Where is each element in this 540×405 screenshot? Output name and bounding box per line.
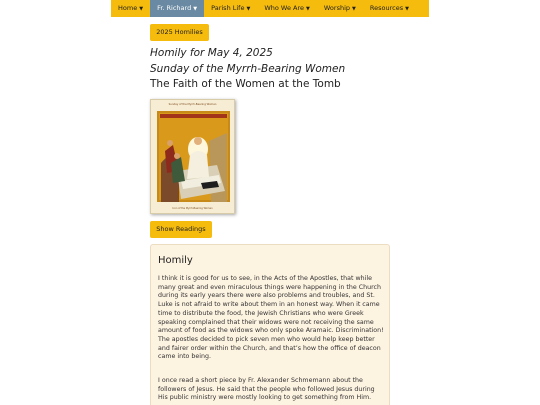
homily-paragraph: I once read a short piece by Fr. Alexander Schmemann about the followers of Jesus. He said that the people who followed Jesus during His public ministry were mostly looking to get something from Him. xyxy=(158,377,375,402)
nav-home[interactable] xyxy=(111,0,150,17)
cover-top-text: Sunday of the Myrrh-Bearing Women xyxy=(168,103,217,106)
nav-resources[interactable] xyxy=(363,0,416,17)
nav-fr-richard[interactable] xyxy=(150,0,204,17)
nav-resources-label: Resources xyxy=(369,4,404,12)
chevron-down-icon: ▼ xyxy=(352,6,356,12)
homily-paragraph: I think it is good for us to see, in the Acts of the Apostles, that while many great and even miraculous things were happening in the Church during its early years there were also problems and troubles, and St. Luke is not afraid to write about them in an honest way. When it came time to distribute the food, the Jewish Christians who were Greek speaking complained that their widows were not receiving the same amount of food as the widows who only spoke Aramaic. Discrimination! The apostles decided to pick seven men who would help keep better and fairer order within the Church, and that’s how the office of deacon came into being. xyxy=(158,275,384,361)
chevron-down-icon: ▼ xyxy=(193,6,198,12)
chevron-down-icon: ▼ xyxy=(139,6,144,12)
cover-bottom-text: Icon of the Myrrh-Bearing Women xyxy=(172,207,213,210)
nav-who-we-are[interactable] xyxy=(257,0,317,17)
homily-sunday: Sunday of the Myrrh-Bearing Women xyxy=(150,63,346,75)
nav-fr-richard-label: Fr. Richard xyxy=(157,4,192,12)
chevron-down-icon: ▼ xyxy=(246,6,251,12)
nav-parish-life-label: Parish Life xyxy=(211,4,245,12)
nav-home-label: Home xyxy=(118,4,138,12)
nav-parish-life[interactable] xyxy=(204,0,257,17)
homily-date: Homily for May 4, 2025 xyxy=(150,47,273,59)
homily-cover-image[interactable] xyxy=(150,99,235,214)
homilies-2025-button[interactable]: 2025 Homilies xyxy=(150,24,209,41)
chevron-down-icon: ▼ xyxy=(405,6,409,12)
myrrh-bearing-women-icon xyxy=(157,111,230,202)
homily-title: The Faith of the Women at the Tomb xyxy=(150,78,341,90)
show-readings-button[interactable]: Show Readings xyxy=(150,221,212,238)
chevron-down-icon: ▼ xyxy=(306,6,310,12)
homily-panel xyxy=(150,244,390,405)
nav-who-we-are-label: Who We Are xyxy=(264,4,305,12)
nav-worship[interactable] xyxy=(317,0,363,17)
main-navigation xyxy=(111,0,429,17)
nav-worship-label: Worship xyxy=(323,4,351,12)
homily-panel-heading: Homily xyxy=(158,255,193,266)
